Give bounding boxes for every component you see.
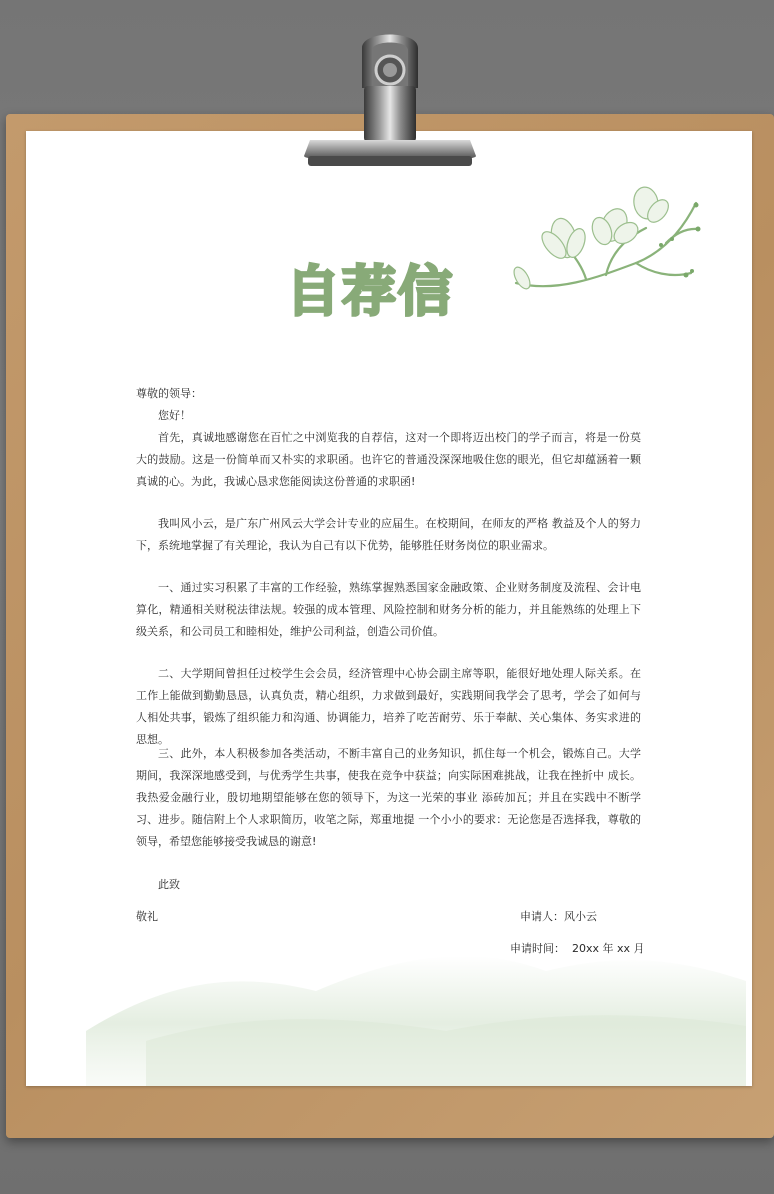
applicant-name: 申请人：风小云: [520, 910, 597, 923]
binder-clip-icon: [300, 28, 480, 178]
paragraph-point-3: 三、此外，本人积极参加各类活动，不断丰富自己的业务知识，抓住每一个机会，锻炼自己。大学期间，我深深地感受到，与优秀学生共事，使我在竞争中获益；向实际困难挑战，让我在挫折中 成长。我热爱金融行业，殷切地期望能够在您的领导下，为这一光荣的事业 添砖加瓦；并且在实践中不断学习、进步。随信附上个人求职简历，收笔之际，郑重地提 一个小小的要求：无论您是否选择我，尊敬的领导，希望您能够接受我诚恳的谢意!: [136, 747, 641, 848]
application-date: 申请时间： 20xx 年 xx 月: [510, 942, 645, 955]
paragraph-profile: 我叫风小云，是广东广州风云大学会计专业的应届生。在校期间，在师友的严格 教益及个人的努力下，系统地掌握了有关理论，我认为自己有以下优势，能够胜任财务岗位的职业需求。: [136, 517, 641, 552]
paragraph-point-1: 一、通过实习积累了丰富的工作经验，熟练掌握熟悉国家金融政策、企业财务制度及流程、会计电算化，精通相关财税法律法规。较强的成本管理、风险控制和财务分析的能力，并且能熟练的处理上下级关系，和公司员工和睦相处，维护公司利益，创造公司价值。: [136, 581, 641, 638]
paragraph-point-2: 二、大学期间曾担任过校学生会会员，经济管理中心协会副主席等职，能很好地处理人际关系。在工作上能做到勤勤恳恳，认真负责，精心组织，力求做到最好，实践期间我学会了思考，学会了如何与人相处共事，锻炼了组织能力和沟通、协调能力，培养了吃苦耐劳、乐于奉献、关心集体、务实求进的思想。: [136, 667, 641, 746]
paragraph-intro: 首先，真诚地感谢您在百忙之中浏览我的自荐信，这对一个即将迈出校门的学子而言，将是一份莫大的鼓励。这是一份简单而又朴实的求职函。也许它的普通没深深地吸住您的眼光，但它却蕴涵着一颗真诚的心。为此，我诚心恳求您能阅读这份普通的求职函!: [136, 431, 641, 488]
landscape-watermark-icon: [86, 861, 746, 1086]
page-title: 自荐信: [286, 260, 454, 323]
closing-line-2: 敬礼: [136, 910, 158, 923]
salutation: 尊敬的领导：: [136, 387, 202, 400]
magnolia-branch-icon: [486, 183, 706, 313]
closing-line-1: 此致: [158, 878, 180, 891]
letter-paper: [26, 131, 752, 1086]
greeting: 您好！: [158, 409, 191, 422]
